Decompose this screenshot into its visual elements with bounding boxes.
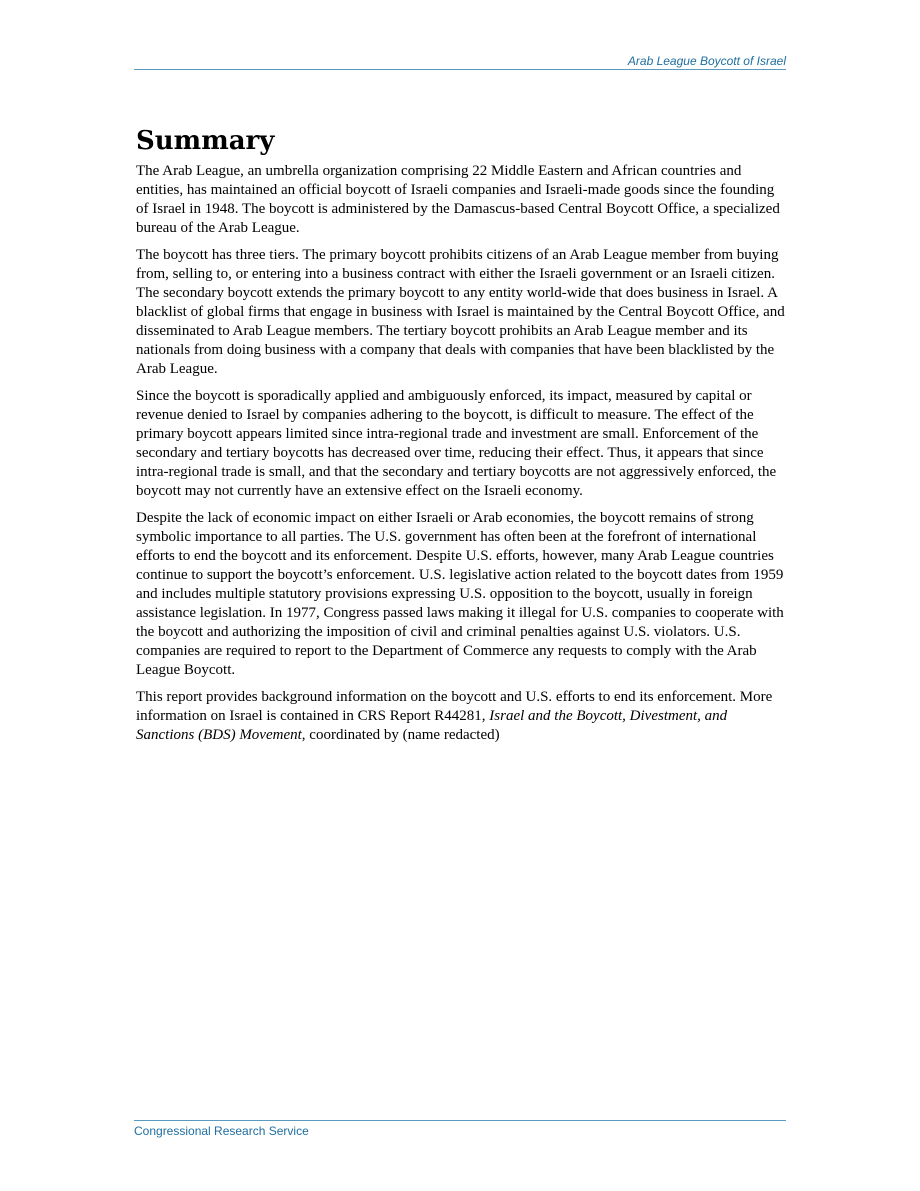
- summary-paragraph-4: Despite the lack of economic impact on either Israeli or Arab economies, the boycott remains of strong symbolic importance to all parties. The U.S. government has often been at the forefront of international efforts to end the boycott and its enforcement. Despite U.S. efforts, however, many Arab League countries continue to support the boycott’s enforcement. U.S. legislative action related to the boycott dates from 1959 and includes multiple statutory provisions expressing U.S. opposition to the boycott, usually in foreign assistance legislation. In 1977, Congress passed laws making it illegal for U.S. companies to cooperate with the boycott and authorizing the imposition of civil and criminal penalties against U.S. violators. U.S. companies are required to report to the Department of Commerce any requests to comply with the Arab League Boycott.: [136, 510, 784, 678]
- paragraph-5-tail: , coordinated by (name redacted): [301, 727, 500, 743]
- report-title-italic: Israel and the Boycott, Divestment, and Sanctions (BDS) Movement: [136, 708, 728, 743]
- summary-paragraph-3: Since the boycott is sporadically applied and ambiguously enforced, its impact, measured by capital or revenue denied to Israel by companies adhering to the boycott, is difficult to measure. The effect of the primary boycott appears limited since intra-regional trade and investment are small. Enforcement of the secondary and tertiary boycotts has decreased over time, reducing their effect. Thus, it appears that since intra-regional trade is small, and that the secondary and tertiary boycotts are not aggressively enforced, the boycott may not currently have an extensive effect on the Israeli economy.: [136, 388, 777, 499]
- summary-paragraph-5: [136, 688, 786, 745]
- paragraph-5-lead: This report provides background information on the boycott and U.S. efforts to end its enforcement. More information on Israel is contained in CRS Report R44281,: [136, 689, 773, 724]
- summary-paragraph-1: The Arab League, an umbrella organization comprising 22 Middle Eastern and African countries and entities, has maintained an official boycott of Israeli companies and Israeli-made goods since the founding of Israel in 1948. The boycott is administered by the Damascus-based Central Boycott Office, a specialized bureau of the Arab League.: [136, 163, 780, 236]
- running-title: Arab League Boycott of Israel: [627, 54, 786, 68]
- page-footer: [134, 1120, 786, 1138]
- page-header: [134, 54, 786, 70]
- summary-section: [136, 124, 786, 753]
- section-heading: Summary: [136, 126, 275, 156]
- summary-paragraph-2: The boycott has three tiers. The primary boycott prohibits citizens of an Arab League member from buying from, selling to, or entering into a business contract with either the Israeli government or an Israeli citizen. The secondary boycott extends the primary boycott to any entity world-wide that does business in Israel. A blacklist of global firms that engage in business with Israel is maintained by the Central Boycott Office, and disseminated to Arab League members. The tertiary boycott prohibits an Arab League member and its nationals from doing business with a company that deals with companies that have been blacklisted by the Arab League.: [136, 247, 785, 377]
- footer-publisher: Congressional Research Service: [134, 1124, 309, 1138]
